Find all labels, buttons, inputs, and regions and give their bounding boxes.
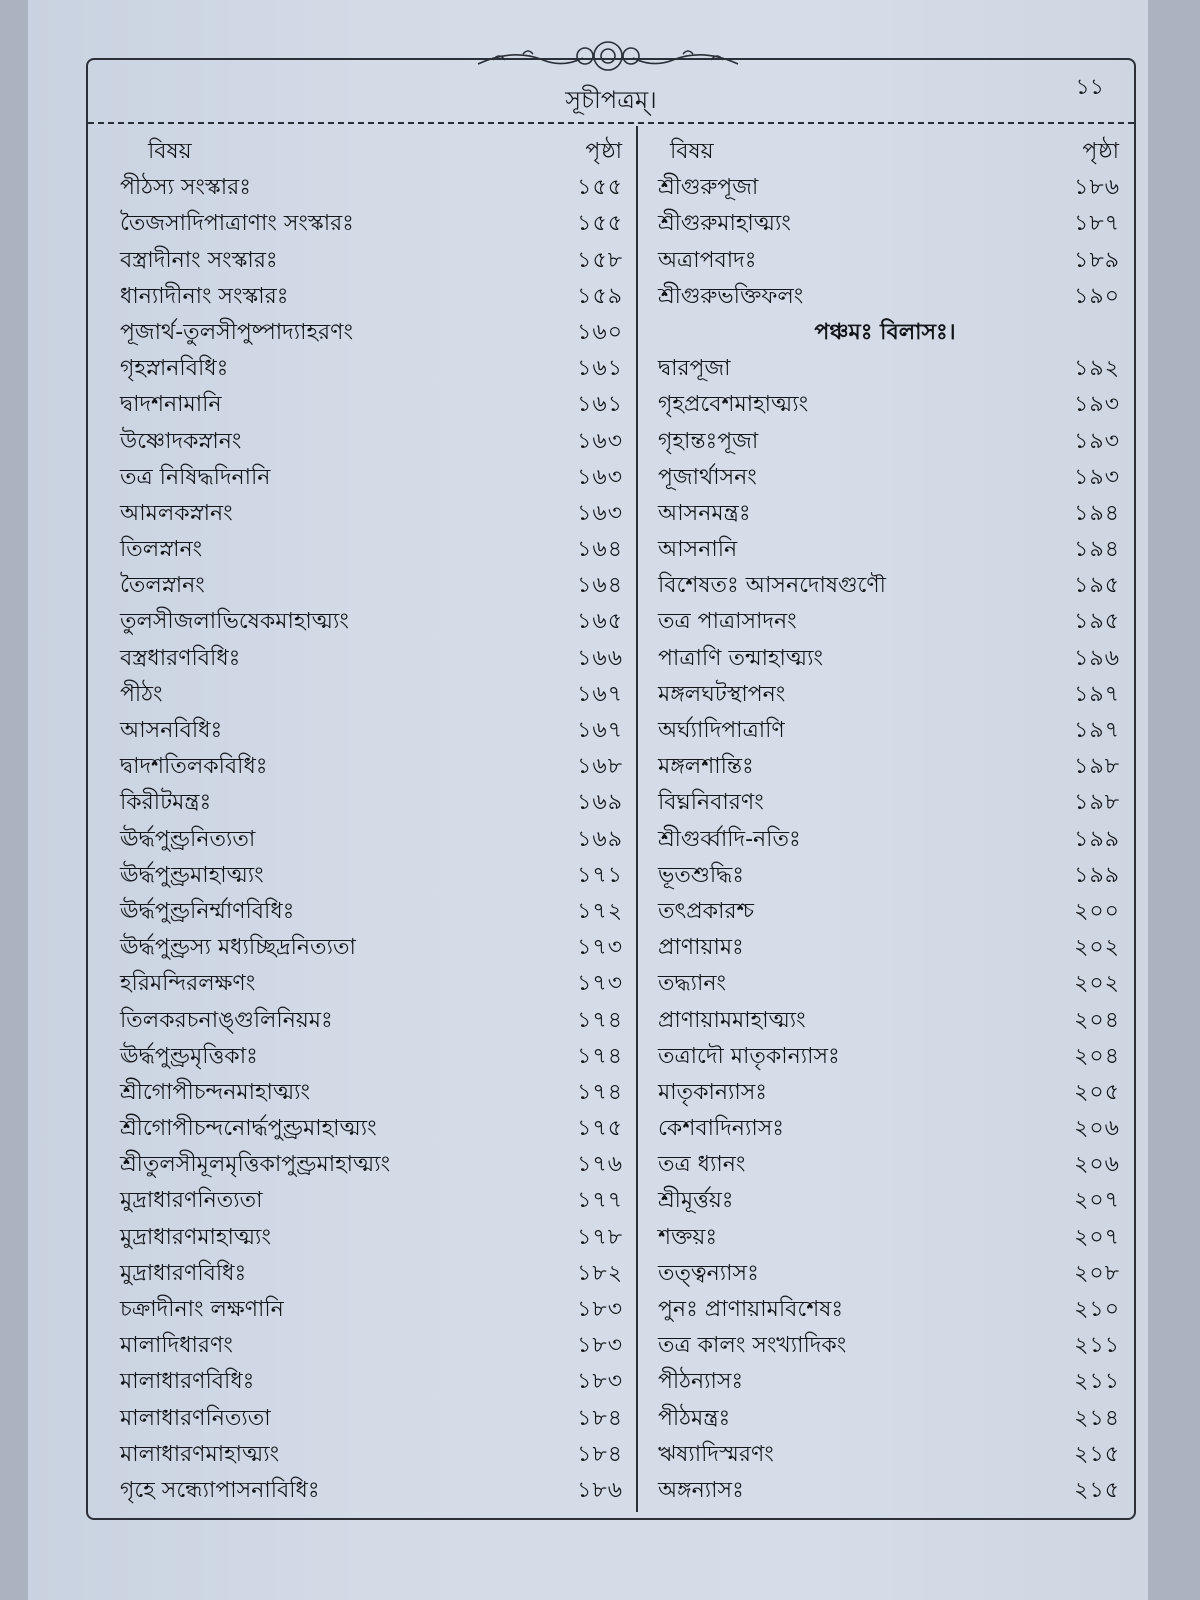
toc-entry — [108, 1039, 623, 1075]
entry-subject: তত্র নিষিদ্ধদিনানি — [120, 464, 271, 490]
entry-subject: আসনানি — [658, 537, 738, 563]
entry-subject: তত্র কালং সংখ্যাদিকং — [658, 1333, 847, 1359]
entry-page: ১৭২ — [577, 898, 623, 924]
entry-page: ২০৪ — [1074, 1043, 1120, 1069]
entry-page: ১৭৫ — [577, 1116, 623, 1142]
entry-page: ১৭৪ — [577, 1079, 623, 1105]
entry-subject: তত্রাদৌ মাতৃকান্যাসঃ — [658, 1043, 840, 1069]
toc-entry — [108, 1473, 623, 1509]
entry-page: ১৬৩ — [577, 500, 623, 526]
entry-subject: অর্ঘ্যাদিপাত্রাণি — [658, 718, 785, 743]
book-page — [28, 0, 1148, 1600]
toc-entry — [108, 279, 623, 315]
entry-subject: ঊর্দ্ধপুণ্ড্রনির্ম্মাণবিধিঃ — [120, 898, 295, 924]
entry-page: ১৯৪ — [1074, 500, 1120, 526]
entry-subject: গৃহান্তঃপূজা — [658, 428, 759, 454]
toc-entry — [650, 1473, 1120, 1509]
entry-page: ২০৪ — [1074, 1007, 1120, 1033]
entry-subject: মালাধারণমাহাত্ম্যং — [120, 1441, 280, 1467]
toc-entry — [108, 568, 623, 604]
entry-page: ১৯৯ — [1074, 826, 1120, 852]
entry-page: ১৭৪ — [577, 1007, 623, 1033]
entry-page: ২০২ — [1074, 971, 1120, 997]
entry-subject: গৃহপ্রবেশমাহাত্ম্যং — [658, 392, 809, 418]
entry-subject: শ্রীগুরুপূজা — [658, 175, 759, 201]
entry-page: ২১৫ — [1074, 1441, 1120, 1467]
entry-subject: আমলকস্নানং — [120, 500, 233, 526]
toc-entry — [108, 930, 623, 966]
toc-entry — [650, 1039, 1120, 1075]
toc-entry — [650, 930, 1120, 966]
entry-page: ১৬৬ — [577, 645, 623, 671]
entry-subject: পুনঃ প্রাণায়ামবিশেষঃ — [658, 1297, 844, 1322]
entry-page: ১৬৪ — [577, 537, 623, 563]
column-divider — [636, 126, 638, 1512]
entry-subject: মুদ্রাধারণনিত্যতা — [120, 1188, 263, 1214]
toc-entry — [650, 1220, 1120, 1256]
entry-page: ২০৫ — [1074, 1079, 1120, 1105]
entry-page: ১৫৯ — [577, 283, 623, 309]
entry-page: ১৮৪ — [577, 1441, 623, 1467]
entry-subject: মঙ্গলঘটস্থাপনং — [658, 681, 786, 707]
entry-subject: হরিমন্দিরলক্ষণং — [120, 971, 256, 997]
entry-subject: শ্রীগুরুমাহাত্ম্যং — [658, 211, 791, 237]
entry-page: ২১৪ — [1074, 1405, 1120, 1431]
entry-page: ১৭৬ — [577, 1152, 623, 1178]
toc-entry — [108, 1183, 623, 1219]
page-title: সূচীপত্রম্। — [565, 86, 657, 114]
entry-subject: মালাধারণনিত্যতা — [120, 1405, 271, 1431]
entry-subject: কেশবাদিন্যাসঃ — [658, 1116, 784, 1142]
entry-subject: তিলস্নানং — [120, 537, 203, 563]
toc-entry — [650, 387, 1120, 423]
page-header: পৃষ্ঠা — [585, 139, 623, 164]
entry-subject: তদ্ধ্যানং — [658, 971, 727, 997]
entry-page: ১৮৪ — [577, 1405, 623, 1431]
entry-page: ১৮৩ — [577, 1333, 623, 1359]
entry-subject: মালাধারণবিধিঃ — [120, 1369, 255, 1395]
entry-subject: তৈলস্নানং — [120, 573, 205, 599]
toc-entry — [650, 677, 1120, 713]
entry-subject: ধান্যাদীনাং সংস্কারঃ — [120, 283, 289, 309]
entry-page: ১৮৩ — [577, 1297, 623, 1322]
toc-entry — [650, 785, 1120, 821]
entry-subject: পীঠস্য সংস্কারঃ — [120, 175, 251, 201]
entry-subject: শ্রীগোপীচন্দনোর্দ্ধপুণ্ড্রমাহাত্ম্যং — [120, 1116, 377, 1142]
entry-subject: মুদ্রাধারণমাহাত্ম্যং — [120, 1224, 271, 1250]
entry-page: ২০৭ — [1074, 1188, 1120, 1214]
page-number: ১১ — [1075, 75, 1104, 100]
entry-subject: দ্বাদশতিলকবিধিঃ — [120, 754, 268, 780]
toc-entry — [108, 1401, 623, 1437]
toc-entry — [650, 1111, 1120, 1147]
toc-entry — [650, 1003, 1120, 1039]
entry-subject: মাতৃকান্যাসঃ — [658, 1079, 768, 1105]
toc-entry — [108, 785, 623, 821]
entry-subject: কিরীটমন্ত্রঃ — [120, 790, 212, 816]
entry-page: ১৯৬ — [1074, 645, 1120, 671]
page-header: পৃষ্ঠা — [1082, 139, 1120, 164]
toc-entry — [108, 315, 623, 351]
toc-entry — [650, 1183, 1120, 1219]
toc-entry — [108, 1256, 623, 1292]
entry-page: ২০৬ — [1074, 1116, 1120, 1142]
entry-page: ১৬৯ — [577, 826, 623, 852]
toc-entry — [108, 677, 623, 713]
entry-subject: ঋষ্যাদিস্মরণং — [658, 1441, 774, 1467]
entry-page: ১৬১ — [577, 356, 623, 382]
toc-entry — [650, 243, 1120, 279]
entry-page: ১৫৮ — [577, 247, 623, 273]
toc-entry — [108, 496, 623, 532]
entry-page: ১৯০ — [1074, 283, 1120, 309]
entry-subject: ভূতশুদ্ধিঃ — [658, 862, 744, 888]
entry-page: ১৯৭ — [1074, 718, 1120, 743]
entry-subject: পীঠং — [120, 681, 163, 707]
entry-subject: আসনমন্ত্রঃ — [658, 500, 751, 526]
entry-page: ১৮৯ — [1074, 247, 1120, 273]
entry-page: ২০৭ — [1074, 1224, 1120, 1250]
entry-subject: পূজার্থাসনং — [658, 464, 757, 490]
entry-page: ১৯২ — [1074, 356, 1120, 382]
toc-entry — [108, 1437, 623, 1473]
toc-entry — [650, 424, 1120, 460]
entry-subject: তিলকরচনাঙ্গুলিনিয়মঃ — [120, 1007, 333, 1033]
toc-entry — [650, 1292, 1120, 1328]
toc-entry — [650, 713, 1120, 749]
toc-entry — [108, 1292, 623, 1328]
toc-entry — [650, 1256, 1120, 1292]
column-header — [108, 134, 623, 170]
entry-subject: মালাদিধারণং — [120, 1333, 233, 1359]
entry-page: ১৬৩ — [577, 428, 623, 454]
toc-entry — [108, 424, 623, 460]
entry-page: ১৭৭ — [577, 1188, 623, 1214]
toc-entry — [650, 496, 1120, 532]
entry-page: ১৬৮ — [577, 754, 623, 780]
entry-page: ১৯৫ — [1074, 609, 1120, 635]
entry-subject: দ্বাদশনামানি — [120, 392, 222, 418]
entry-page: ১৬১ — [577, 392, 623, 418]
toc-frame — [86, 58, 1136, 1520]
entry-subject: উষ্ণোদকস্নানং — [120, 428, 242, 454]
toc-entry — [650, 1328, 1120, 1364]
entry-subject: অত্রাপবাদঃ — [658, 247, 757, 273]
entry-subject: মুদ্রাধারণবিধিঃ — [120, 1260, 247, 1286]
entry-subject: বস্ত্রধারণবিধিঃ — [120, 645, 241, 671]
entry-subject: তত্র ধ্যানং — [658, 1152, 746, 1178]
entry-subject: পীঠন্যাসঃ — [658, 1369, 744, 1395]
entry-page: ২০৬ — [1074, 1152, 1120, 1178]
entry-page: ১৬০ — [577, 319, 623, 345]
toc-entry — [108, 460, 623, 496]
entry-page: ২০০ — [1074, 898, 1120, 924]
toc-entry — [650, 568, 1120, 604]
entry-page: ১৭৩ — [577, 935, 623, 961]
entry-subject: প্রাণায়ামমাহাত্ম্যং — [658, 1007, 806, 1033]
entry-page: ১৭১ — [577, 862, 623, 888]
toc-entry — [650, 460, 1120, 496]
toc-entry — [108, 604, 623, 640]
entry-page: ১৬৯ — [577, 790, 623, 816]
entry-page: ২১১ — [1074, 1369, 1120, 1395]
toc-entry — [650, 532, 1120, 568]
entry-page: ২০২ — [1074, 935, 1120, 961]
entry-page: ২০৮ — [1074, 1260, 1120, 1286]
entry-page: ১৯৩ — [1074, 428, 1120, 454]
toc-entry — [650, 170, 1120, 206]
toc-entry — [108, 170, 623, 206]
entry-subject: ঊর্দ্ধপুণ্ড্রমৃত্তিকাঃ — [120, 1043, 258, 1069]
entry-page: ১৯৮ — [1074, 790, 1120, 816]
entry-subject: তৈজসাদিপাত্রাণাং সংস্কারঃ — [120, 211, 354, 237]
toc-entry — [108, 351, 623, 387]
entry-subject: শ্রীগুর্ব্বাদি-নতিঃ — [658, 826, 801, 852]
header-divider — [88, 122, 1134, 124]
toc-entry — [650, 1401, 1120, 1437]
toc-entry — [650, 279, 1120, 315]
toc-entry — [108, 894, 623, 930]
toc-entry — [108, 822, 623, 858]
entry-subject: ঊর্দ্ধপুণ্ড্রনিত্যতা — [120, 826, 256, 852]
entry-page: ১৯৩ — [1074, 392, 1120, 418]
entry-page: ১৫৫ — [577, 211, 623, 237]
toc-left-column — [108, 134, 623, 1509]
toc-entry — [650, 206, 1120, 242]
entry-page: ১৯৭ — [1074, 681, 1120, 707]
toc-entry — [108, 206, 623, 242]
entry-subject: গৃহে সন্ধ্যোপাসনাবিধিঃ — [120, 1477, 320, 1503]
entry-page: ১৮২ — [577, 1260, 623, 1286]
entry-subject: শ্রীগুরুভক্তিফলং — [658, 283, 804, 309]
entry-subject: শক্তয়ঃ — [658, 1224, 718, 1250]
entry-subject: গৃহস্নানবিধিঃ — [120, 356, 229, 382]
entry-page: ২১০ — [1074, 1297, 1120, 1322]
entry-page: ২১১ — [1074, 1333, 1120, 1359]
toc-entry — [650, 1437, 1120, 1473]
entry-page: ১৬৪ — [577, 573, 623, 599]
entry-page: ১৬৫ — [577, 609, 623, 635]
section-heading — [650, 315, 1120, 351]
entry-subject: প্রাণায়ামঃ — [658, 935, 744, 961]
toc-entry — [650, 894, 1120, 930]
toc-entry — [108, 858, 623, 894]
toc-entry — [650, 1147, 1120, 1183]
entry-subject: তৎপ্রকারশ্চ — [658, 898, 755, 924]
entry-subject: চক্রাদীনাং লক্ষণানি — [120, 1297, 284, 1322]
entry-page: ১৬৩ — [577, 464, 623, 490]
toc-entry — [108, 1075, 623, 1111]
toc-right-column — [650, 134, 1120, 1509]
entry-subject: পাত্রাণি তন্মাহাত্ম্যং — [658, 645, 823, 671]
entry-page: ১৮৬ — [1074, 175, 1120, 201]
subject-header: বিষয় — [148, 139, 192, 164]
entry-subject: ঊর্দ্ধপুণ্ড্রমাহাত্ম্যং — [120, 862, 264, 888]
entry-subject: তত্ত্বন্যাসঃ — [658, 1260, 759, 1286]
toc-entry — [108, 1364, 623, 1400]
toc-entry — [650, 351, 1120, 387]
toc-entry — [108, 1003, 623, 1039]
entry-page: ১৫৫ — [577, 175, 623, 201]
toc-entry — [650, 749, 1120, 785]
entry-page: ১৭৪ — [577, 1043, 623, 1069]
entry-page: ১৮৭ — [1074, 211, 1120, 237]
entry-subject: তত্র পাত্রাসাদনং — [658, 609, 797, 635]
toc-entry — [108, 1220, 623, 1256]
entry-page: ১৬৭ — [577, 718, 623, 743]
entry-page: ১৮৩ — [577, 1369, 623, 1395]
toc-entry — [108, 387, 623, 423]
toc-entry — [108, 966, 623, 1002]
toc-entry — [108, 713, 623, 749]
entry-subject: দ্বারপূজা — [658, 356, 731, 382]
section-title: পঞ্চমঃ বিলাসঃ। — [814, 319, 956, 345]
entry-page: ১৬৭ — [577, 681, 623, 707]
subject-header: বিষয় — [670, 139, 714, 164]
entry-subject: তুলসীজলাভিষেকমাহাত্ম্যং — [120, 609, 349, 635]
entry-subject: পীঠমন্ত্রঃ — [658, 1405, 731, 1431]
entry-subject: বিঘ্ননিবারণং — [658, 790, 764, 816]
entry-subject: শ্রীতুলসীমূলমৃত্তিকাপুণ্ড্রমাহাত্ম্যং — [120, 1152, 391, 1178]
entry-page: ১৯৮ — [1074, 754, 1120, 780]
entry-page: ১৯৫ — [1074, 573, 1120, 599]
toc-entry — [108, 532, 623, 568]
entry-subject: পূজার্থ-তুলসীপুষ্পাদ্যাহরণং — [120, 319, 353, 345]
entry-page: ১৭৮ — [577, 1224, 623, 1250]
entry-page: ১৯৪ — [1074, 537, 1120, 563]
entry-page: ১৯৩ — [1074, 464, 1120, 490]
entry-subject: অঙ্গন্যাসঃ — [658, 1477, 744, 1503]
toc-entry — [650, 822, 1120, 858]
toc-entry — [108, 1111, 623, 1147]
column-header — [650, 134, 1120, 170]
entry-subject: আসনবিধিঃ — [120, 718, 223, 743]
entry-page: ১৭৩ — [577, 971, 623, 997]
toc-entry — [650, 1364, 1120, 1400]
toc-entry — [650, 641, 1120, 677]
toc-entry — [108, 1328, 623, 1364]
entry-subject: শ্রীগোপীচন্দনমাহাত্ম্যং — [120, 1079, 310, 1105]
entry-page: ১৯৯ — [1074, 862, 1120, 888]
entry-subject: শ্রীমূর্ত্তয়ঃ — [658, 1188, 734, 1214]
toc-entry — [650, 604, 1120, 640]
toc-entry — [108, 1147, 623, 1183]
toc-entry — [650, 858, 1120, 894]
entry-subject: বস্ত্রাদীনাং সংস্কারঃ — [120, 247, 278, 273]
entry-page: ১৮৬ — [577, 1477, 623, 1503]
toc-entry — [108, 243, 623, 279]
entry-page: ২১৫ — [1074, 1477, 1120, 1503]
toc-entry — [108, 749, 623, 785]
entry-subject: মঙ্গলশান্তিঃ — [658, 754, 754, 780]
toc-entry — [650, 966, 1120, 1002]
toc-entry — [108, 641, 623, 677]
toc-entry — [650, 1075, 1120, 1111]
entry-subject: ঊর্দ্ধপুণ্ড্রস্য মধ্যচ্ছিদ্রনিত্যতা — [120, 935, 356, 961]
entry-subject: বিশেষতঃ আসনদোষগুণৌ — [658, 573, 886, 599]
